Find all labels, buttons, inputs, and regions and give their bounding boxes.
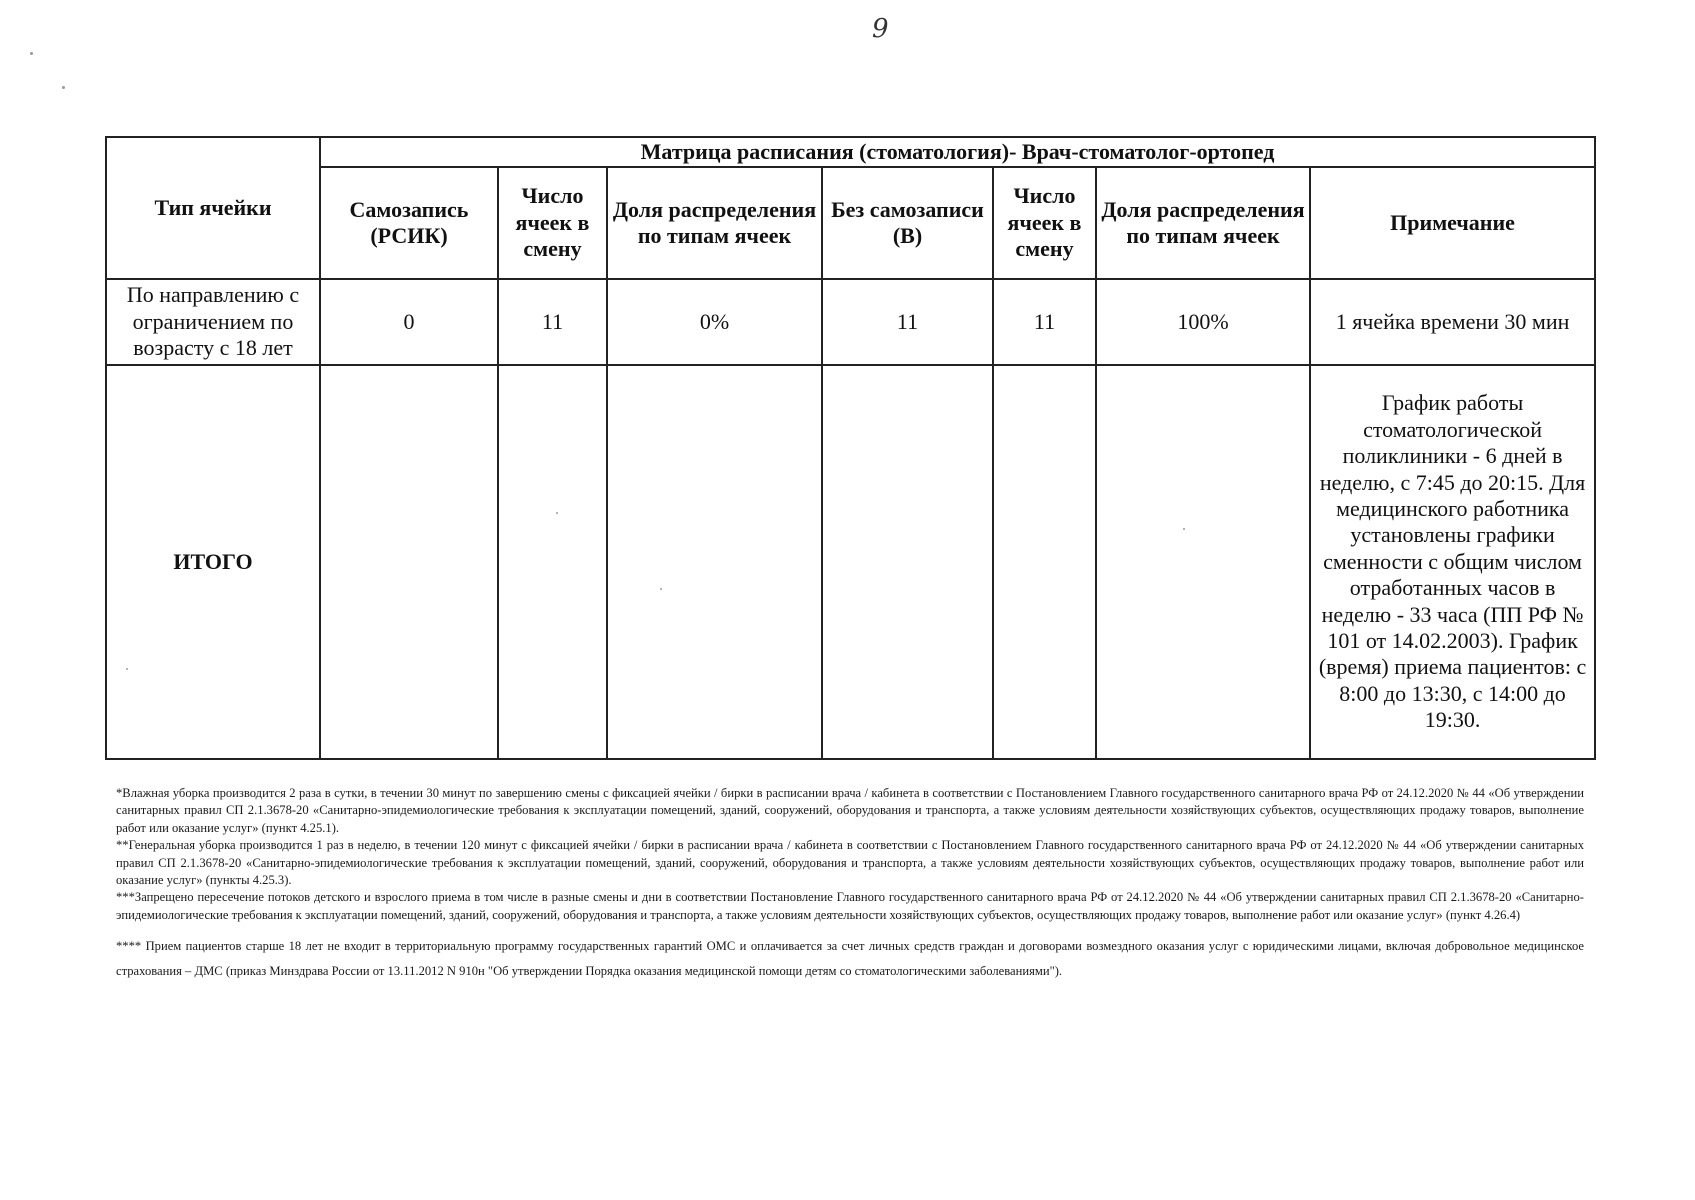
cells-per-shift-2-value: 11 <box>993 279 1096 365</box>
header-cell-type: Тип ячейки <box>106 137 320 279</box>
table-title: Матрица расписания (стоматология)- Врач-стоматолог-ортопед <box>320 137 1595 167</box>
header-cells-per-shift: Число ячеек в смену <box>498 167 607 279</box>
without-self-record-value: 11 <box>822 279 993 365</box>
cell-type-value: По направлению с ограничением по возрасту с 18 лет <box>106 279 320 365</box>
header-cells-per-shift-2: Число ячеек в смену <box>993 167 1096 279</box>
schedule-matrix-table <box>105 136 1596 760</box>
scan-speck <box>62 86 65 89</box>
header-without-self-record: Без самозаписи (В) <box>822 167 993 279</box>
total-empty-cell <box>993 365 1096 759</box>
footnote-4: **** Прием пациентов старше 18 лет не входит в территориальную программу государственных гарантий ОМС и оплачивается за счет личных средств граждан и договорами возмездного оказания услуг с юридическими лицами, включая добровольное медицинское страхования – ДМС (приказ Минздрава России от 13.11.2012 N 910н "Об утверждении Порядка оказания медицинской помощи детям со стоматологическими заболеваниями"). <box>116 939 1584 979</box>
self-record-value: 0 <box>320 279 498 365</box>
header-self-record: Самозапись (РСИК) <box>320 167 498 279</box>
share-2-value: 100% <box>1096 279 1310 365</box>
total-empty-cell <box>320 365 498 759</box>
header-share-2: Доля распределения по типам ячеек <box>1096 167 1310 279</box>
footnotes <box>116 785 1584 984</box>
share-value: 0% <box>607 279 822 365</box>
page-number: 9 <box>872 14 889 44</box>
header-share: Доля распределения по типам ячеек <box>607 167 822 279</box>
header-note: Примечание <box>1310 167 1595 279</box>
footnote-2: **Генеральная уборка производится 1 раз в неделю, в течении 120 минут с фиксацией ячейки / бирки в расписании врача / кабинета в соответствии с Постановлением Главного государственного санитарного врача РФ от 24.12.2020 № 44 «Об утверждении санитарных правил СП 2.1.3678-20 «Санитарно-эпидемиологические требования к эксплуатации помещений, зданий, сооружений, оборудования и транспорта, а также условиям деятельности хозяйствующих субъектов, осуществляющих продажу товаров, выполнение работ или оказание услуг» (пункты 4.25.3). <box>116 838 1584 887</box>
total-empty-cell <box>1096 365 1310 759</box>
note-value: 1 ячейка времени 30 мин <box>1310 279 1595 365</box>
cells-per-shift-value: 11 <box>498 279 607 365</box>
total-empty-cell <box>498 365 607 759</box>
footnote-3: ***Запрещено пересечение потоков детского и взрослого приема в том числе в разные смены и дни в соответствии Постановление Главного государственного санитарного врача РФ от 24.12.2020 № 44 «Об утверждении санитарных правил СП 2.1.3678-20 «Санитарно-эпидемиологические требования к эксплуатации помещений, зданий, сооружений, оборудования и транспорта, а также условиям деятельности хозяйствующих субъектов, осуществляющих продажу товаров, выполнение работ или оказание услуг» (пункт 4.26.4) <box>116 890 1584 922</box>
scan-speck <box>30 52 33 55</box>
total-row <box>106 365 1595 759</box>
total-empty-cell <box>822 365 993 759</box>
total-label: ИТОГО <box>106 365 320 759</box>
table-row <box>106 279 1595 365</box>
total-empty-cell <box>607 365 822 759</box>
total-note: График работы стоматологической поликлиники - 6 дней в неделю, с 7:45 до 20:15. Для медицинского работника установлены графики сменности с общим числом отработанных часов в неделю - 33 часа (ПП РФ № 101 от 14.02.2003). График (время) приема пациентов: с 8:00 до 13:30, с 14:00 до 19:30. <box>1310 365 1595 759</box>
footnote-1: *Влажная уборка производится 2 раза в сутки, в течении 30 минут по завершению смены с фиксацией ячейки / бирки в расписании врача / кабинета в соответствии с Постановлением Главного государственного санитарного врача РФ от 24.12.2020 № 44 «Об утверждении санитарных правил СП 2.1.3678-20 «Санитарно-эпидемиологические требования к эксплуатации помещений, зданий, сооружений, оборудования и транспорта, а также условиям деятельности хозяйствующих субъектов, осуществляющих продажу товаров, выполнение работ или оказание услуг» (пункт 4.25.1). <box>116 786 1584 835</box>
